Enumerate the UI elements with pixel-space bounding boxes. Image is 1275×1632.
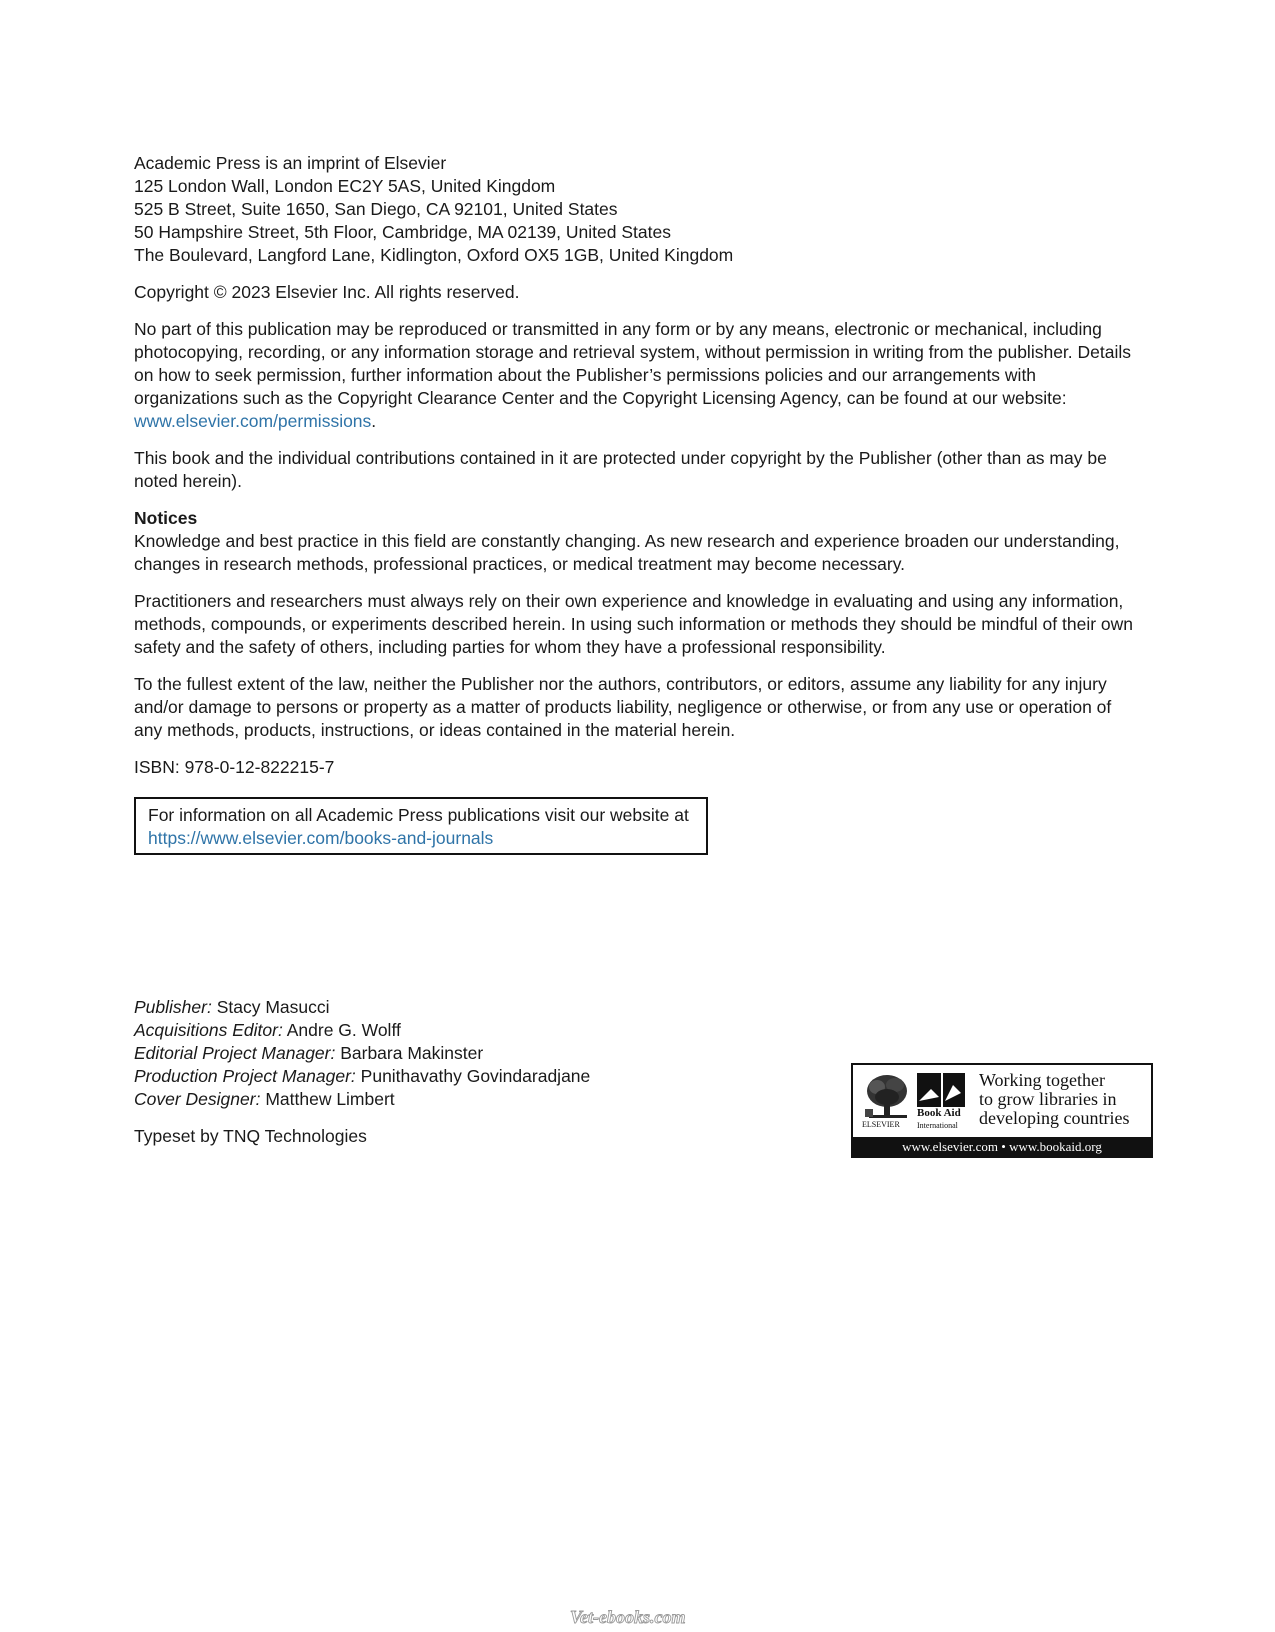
credit-cover-designer: [134, 1088, 734, 1111]
book-aid-logo: [851, 1063, 1153, 1158]
notices-paragraph: Knowledge and best practice in this field are constantly changing. As new research and experience broaden our understanding, changes in research methods, professional practices, or medical treatment may become necessary.: [134, 531, 1120, 574]
notices-heading: Notices: [134, 508, 198, 528]
credit-role: Acquisitions Editor:: [134, 1020, 283, 1040]
isbn: ISBN: 978-0-12-822215-7: [134, 757, 335, 777]
address-oxford: The Boulevard, Langford Lane, Kidlington, Oxford OX5 1GB, United Kingdom: [134, 245, 734, 265]
credit-role: Cover Designer:: [134, 1089, 261, 1109]
protection-paragraph: This book and the individual contributions contained in it are protected under copyright by the Publisher (other than as may be noted herein).: [134, 448, 1107, 491]
books-journals-link[interactable]: https://www.elsevier.com/books-and-journals: [148, 828, 494, 848]
credit-acquisitions-editor: [134, 1019, 734, 1042]
international-label: International: [917, 1121, 958, 1130]
credit-name: Punithavathy Govindaradjane: [355, 1066, 591, 1086]
credit-role: Editorial Project Manager:: [134, 1043, 336, 1063]
address-san-diego: 525 B Street, Suite 1650, San Diego, CA 92101, United States: [134, 199, 618, 219]
address-london: 125 London Wall, London EC2Y 5AS, United Kingdom: [134, 176, 556, 196]
watermark-logo: [568, 1606, 718, 1628]
credit-role: Publisher:: [134, 997, 212, 1017]
tagline-line: to grow libraries in: [979, 1089, 1117, 1109]
info-box: [134, 797, 708, 855]
permissions-text: No part of this publication may be reproduced or transmitted in any form or by any means, electronic or mechanical, including photocopying, recording, or any information storage and retrieval system, without permission in writing from the publisher. Details on how to seek permission, further information about the Publisher’s permissions policies and our arrangements with organizations such as the Copyright Clearance Center and the Copyright Licensing Agency, can be found at our website:: [134, 319, 1132, 408]
imprint-line: Academic Press is an imprint of Elsevier: [134, 153, 447, 173]
book-aid-label: Book Aid: [917, 1107, 961, 1119]
watermark-text: Vet-ebooks.com: [570, 1607, 686, 1627]
practitioners-paragraph: Practitioners and researchers must always rely on their own experience and knowledge in evaluating and using any information, methods, compounds, or experiments described herein. In using such information or methods they should be mindful of their own safety and the safety of others, including parties for whom they have a professional responsibility.: [134, 591, 1134, 657]
tagline-line: developing countries: [979, 1108, 1130, 1128]
info-box-text: For information on all Academic Press publications visit our website at: [148, 805, 689, 825]
typeset-line: Typeset by TNQ Technologies: [134, 1126, 367, 1146]
permissions-paragraph: [134, 318, 1134, 433]
address-cambridge: 50 Hampshire Street, 5th Floor, Cambridge, MA 02139, United States: [134, 222, 671, 242]
permissions-link[interactable]: www.elsevier.com/permissions: [134, 411, 372, 431]
credit-role: Production Project Manager:: [134, 1066, 356, 1086]
credit-publisher: [134, 996, 734, 1019]
notices-section: [134, 507, 1134, 576]
permissions-period: .: [371, 411, 377, 431]
credit-name: Barbara Makinster: [335, 1043, 484, 1063]
imprint-address: [134, 152, 1134, 267]
copyright-line: Copyright © 2023 Elsevier Inc. All rights reserved.: [134, 282, 520, 302]
credit-name: Andre G. Wolff: [282, 1020, 401, 1040]
credit-production-project-manager: [134, 1065, 734, 1088]
tagline-line: Working together: [979, 1070, 1106, 1090]
credit-editorial-project-manager: [134, 1042, 734, 1065]
liability-paragraph: To the fullest extent of the law, neither the Publisher nor the authors, contributors, or editors, assume any liability for any injury and/or damage to persons or property as a matter of products liability, negligence or otherwise, or from any use or operation of any methods, products, instructions, or ideas contained in the material herein.: [134, 674, 1112, 740]
credit-name: Matthew Limbert: [260, 1089, 395, 1109]
book-aid-tagline: [979, 1071, 1129, 1128]
main-content: [134, 152, 1134, 855]
production-credits: [134, 996, 734, 1148]
elsevier-label: ELSEVIER: [862, 1120, 900, 1129]
book-aid-footer: www.elsevier.com • www.bookaid.org: [853, 1137, 1151, 1156]
credit-name: Stacy Masucci: [211, 997, 330, 1017]
